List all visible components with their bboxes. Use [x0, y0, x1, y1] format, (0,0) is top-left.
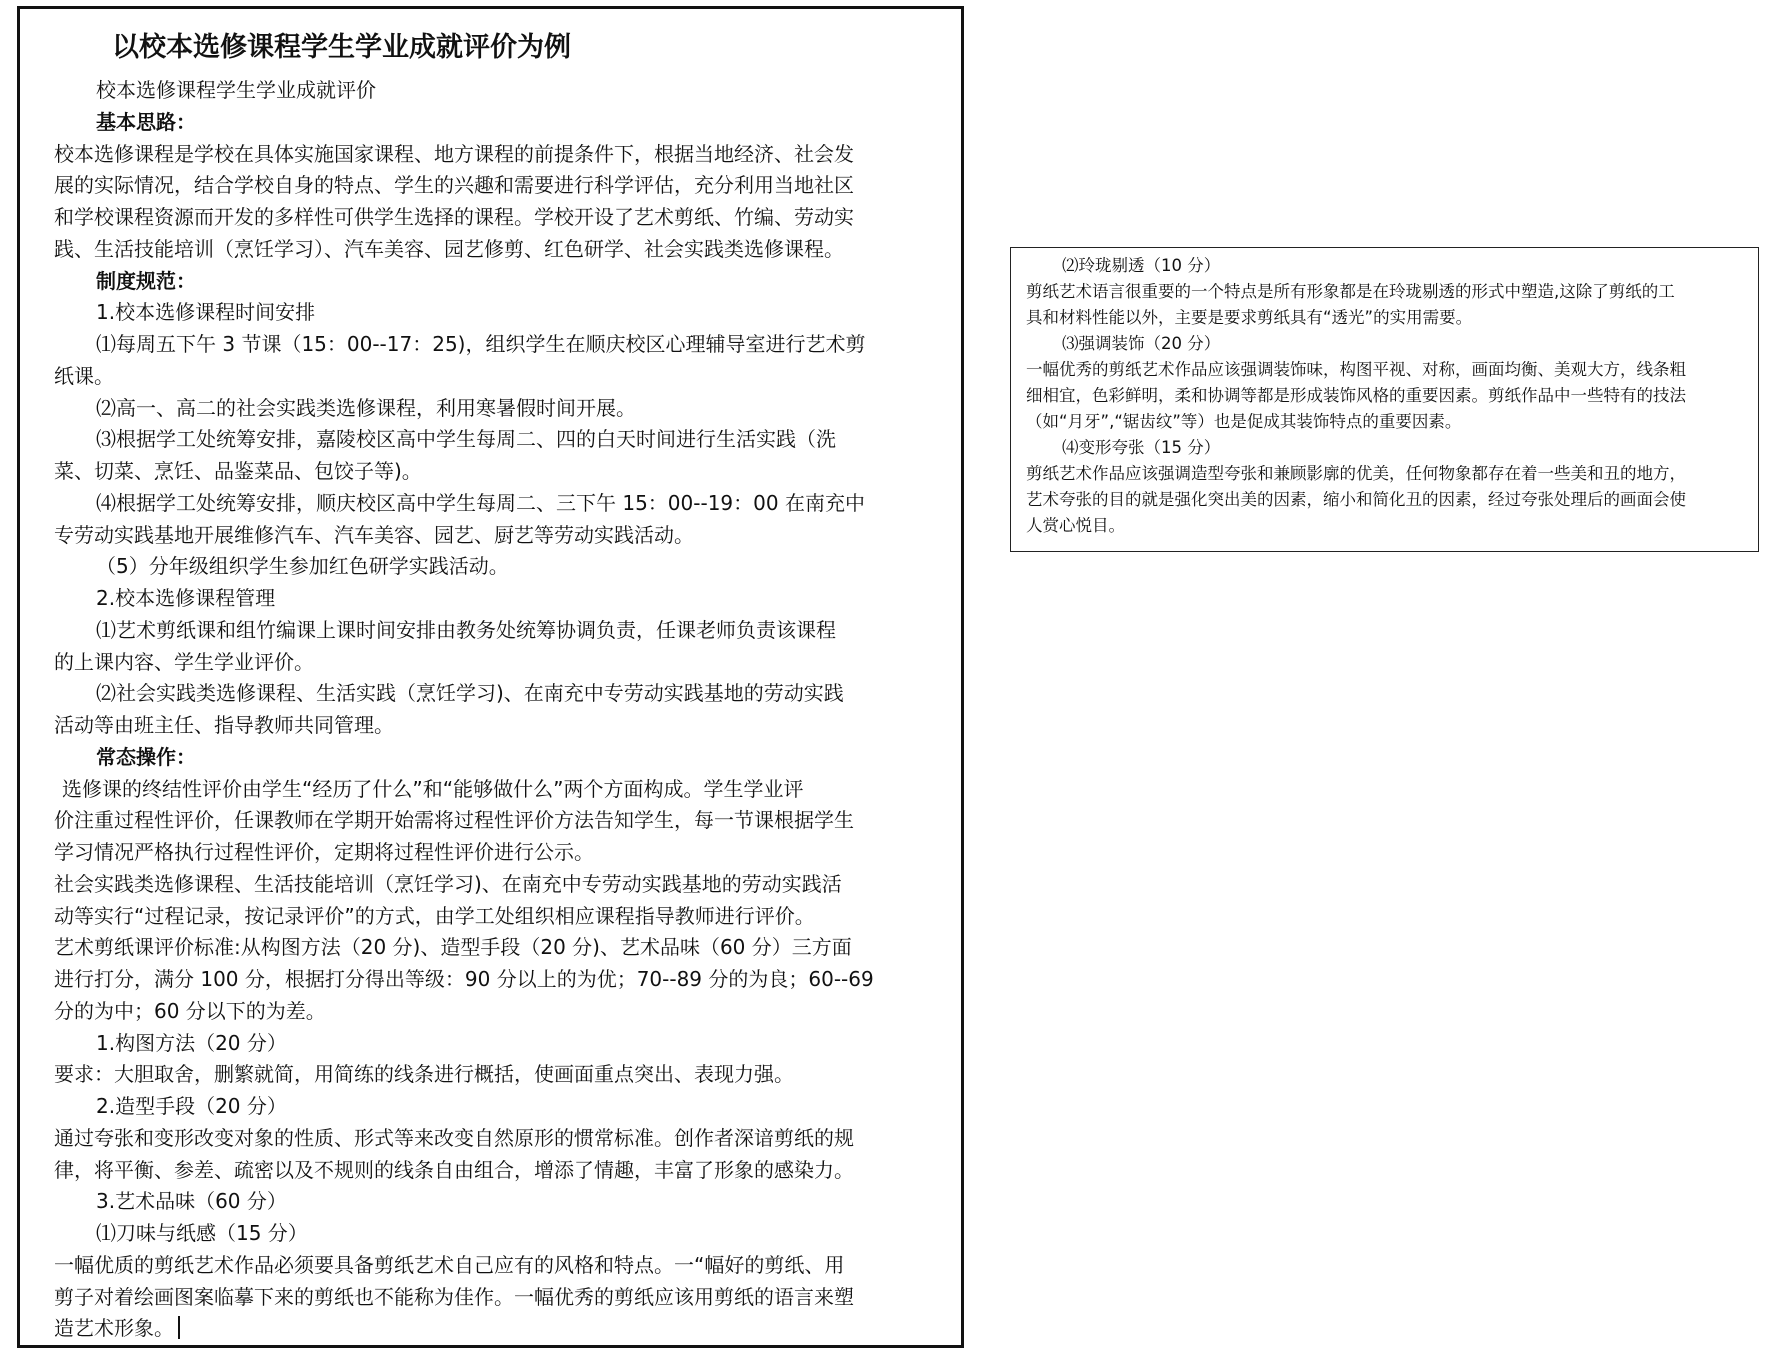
paragraph-line: 通过夸张和变形改变对象的性质、形式等来改变自然原形的惯常标准。创作者深谙剪纸的规 [54, 1125, 854, 1150]
paragraph-line-last [54, 1313, 919, 1345]
paragraph-line: 菜、切菜、烹饪、品鉴菜品、包饺子等)。 [54, 459, 422, 483]
paragraph-line: ⑵高一、高二的社会实践类选修课程，利用寒暑假时间开展。 [96, 395, 636, 420]
paragraph-line: 进行打分，满分 100 分，根据打分得出等级：90 分以上的为优；70--89 分的为良；60--69 [54, 967, 874, 991]
paragraph-line: 要求：大胆取舍，删繁就简，用简练的线条进行概括，使画面重点突出、表现力强。 [54, 1062, 794, 1087]
left-document-page [17, 6, 964, 1348]
paragraph-line: 践、生活技能培训（烹饪学习）、汽车美容、园艺修剪、红色研学、社会实践类选修课程。 [54, 236, 844, 261]
paragraph-line: ⑷变形夸张（15 分） [1062, 438, 1221, 457]
paragraph-line: 2.校本选修课程管理 [96, 586, 276, 610]
paragraph-line: 艺术剪纸课评价标准:从构图方法（20 分)、造型手段（20 分)、艺术品味（60 分）三方面 [54, 935, 852, 960]
paragraph-line: ⑴每周五下午 3 节课（15：00--17：25)，组织学生在顺庆校区心理辅导室进行艺术剪 [96, 332, 866, 356]
paragraph-line: 分的为中；60 分以下的为差。 [54, 998, 326, 1023]
paragraph-line: 展的实际情况，结合学校自身的特点、学生的兴趣和需要进行科学评估，充分利用当地社区 [54, 173, 854, 198]
paragraph-line: 1.校本选修课程时间安排 [96, 300, 316, 325]
paragraph-line: 动等实行“过程记录，按记录评价”的方式，由学工处组织相应课程指导教师进行评价。 [54, 903, 815, 928]
paragraph-line: 细相宜，色彩鲜明，柔和协调等都是形成装饰风格的重要因素。剪纸作品中一些特有的技法 [1026, 386, 1686, 405]
paragraph-line: ⑴刀味与纸感（15 分） [96, 1221, 308, 1245]
document-title: 以校本选修课程学生学业成就评价为例 [112, 32, 571, 63]
heading-basic-idea: 基本思路： [96, 109, 196, 134]
paragraph-line: 专劳动实践基地开展维修汽车、汽车美容、园艺、厨艺等劳动实践活动。 [54, 522, 694, 547]
paragraph-line: 具和材料性能以外，主要是要求剪纸具有“透光”的实用需要。 [1026, 308, 1473, 327]
paragraph-line: 剪纸艺术语言很重要的一个特点是所有形象都是在玲珑剔透的形式中塑造,这除了剪纸的工 [1026, 282, 1675, 301]
paragraph-line: ⑶强调装饰（20 分） [1062, 334, 1221, 353]
paragraph-line: ⑷根据学工处统筹安排，顺庆校区高中学生每周二、三下午 15：00--19：00 在南充中 [96, 490, 865, 515]
paragraph-line: 2.造型手段（20 分） [96, 1094, 287, 1118]
paragraph-line: 活动等由班主任、指导教师共同管理。 [54, 713, 394, 737]
paragraph-line: ⑶根据学工处统筹安排，嘉陵校区高中学生每周二、四的白天时间进行生活实践（洗 [96, 427, 836, 452]
section-subtitle: 校本选修课程学生学业成就评价 [96, 78, 376, 102]
paragraph-line: 纸课。 [54, 363, 114, 388]
paragraph-line: 剪纸艺术作品应该强调造型夸张和兼顾影廓的优美，任何物象都存在着一些美和丑的地方， [1026, 464, 1686, 483]
paragraph-line: 一幅优质的剪纸艺术作品必须要具备剪纸艺术自己应有的风格和特点。一“幅好的剪纸、用 [54, 1252, 845, 1277]
paragraph-line: 律，将平衡、参差、疏密以及不规则的线条自由组合，增添了情趣，丰富了形象的感染力。 [54, 1157, 854, 1182]
paragraph-line: （5）分年级组织学生参加红色研学实践活动。 [96, 554, 509, 579]
paragraph-line: 3.艺术品味（60 分） [96, 1189, 287, 1214]
last-line-text: 造艺术形象。 [54, 1316, 174, 1341]
paragraph-line: ⑵社会实践类选修课程、生活实践（烹饪学习)、在南充中专劳动实践基地的劳动实践 [96, 681, 844, 706]
paragraph-line: 校本选修课程是学校在具体实施国家课程、地方课程的前提条件下，根据当地经济、社会发 [54, 141, 854, 166]
paragraph-line: 一幅优秀的剪纸艺术作品应该强调装饰味，构图平视、对称，画面均衡、美观大方，线条粗 [1026, 360, 1686, 379]
heading-system-norms: 制度规范： [96, 268, 196, 293]
paragraph-line: 1.构图方法（20 分） [96, 1030, 287, 1055]
paragraph-line: 选修课的终结性评价由学生“经历了什么”和“能够做什么”两个方面构成。学生学业评 [62, 776, 804, 801]
heading-routine-operation: 常态操作： [96, 744, 196, 769]
paragraph-line: 人赏心悦目。 [1026, 516, 1125, 535]
paragraph-line: 的上课内容、学生学业评价。 [54, 649, 314, 674]
paragraph-line: 艺术夸张的目的就是强化突出美的因素，缩小和简化丑的因素，经过夸张处理后的画面会使 [1026, 490, 1686, 509]
paragraph-line: ⑴艺术剪纸课和组竹编课上课时间安排由教务处统筹协调负责，任课老师负责该课程 [96, 617, 836, 642]
paragraph-line: 和学校课程资源而开发的多样性可供学生选择的课程。学校开设了艺术剪纸、竹编、劳动实 [54, 205, 854, 229]
paragraph-line: （如“月牙”,“锯齿纹”等）也是促成其装饰特点的重要因素。 [1026, 412, 1462, 431]
paragraph-line: ⑵玲珑剔透（10 分） [1062, 256, 1221, 275]
right-continuation-box [1010, 247, 1759, 552]
text-cursor [178, 1316, 180, 1339]
paragraph-line: 价注重过程性评价，任课教师在学期开始需将过程性评价方法告知学生，每一节课根据学生 [54, 808, 854, 833]
paragraph-line: 剪子对着绘画图案临摹下来的剪纸也不能称为佳作。一幅优秀的剪纸应该用剪纸的语言来塑 [54, 1284, 854, 1309]
paragraph-line: 学习情况严格执行过程性评价，定期将过程性评价进行公示。 [54, 840, 594, 864]
paragraph-line: 社会实践类选修课程、生活技能培训（烹饪学习)、在南充中专劳动实践基地的劳动实践活 [54, 871, 842, 896]
